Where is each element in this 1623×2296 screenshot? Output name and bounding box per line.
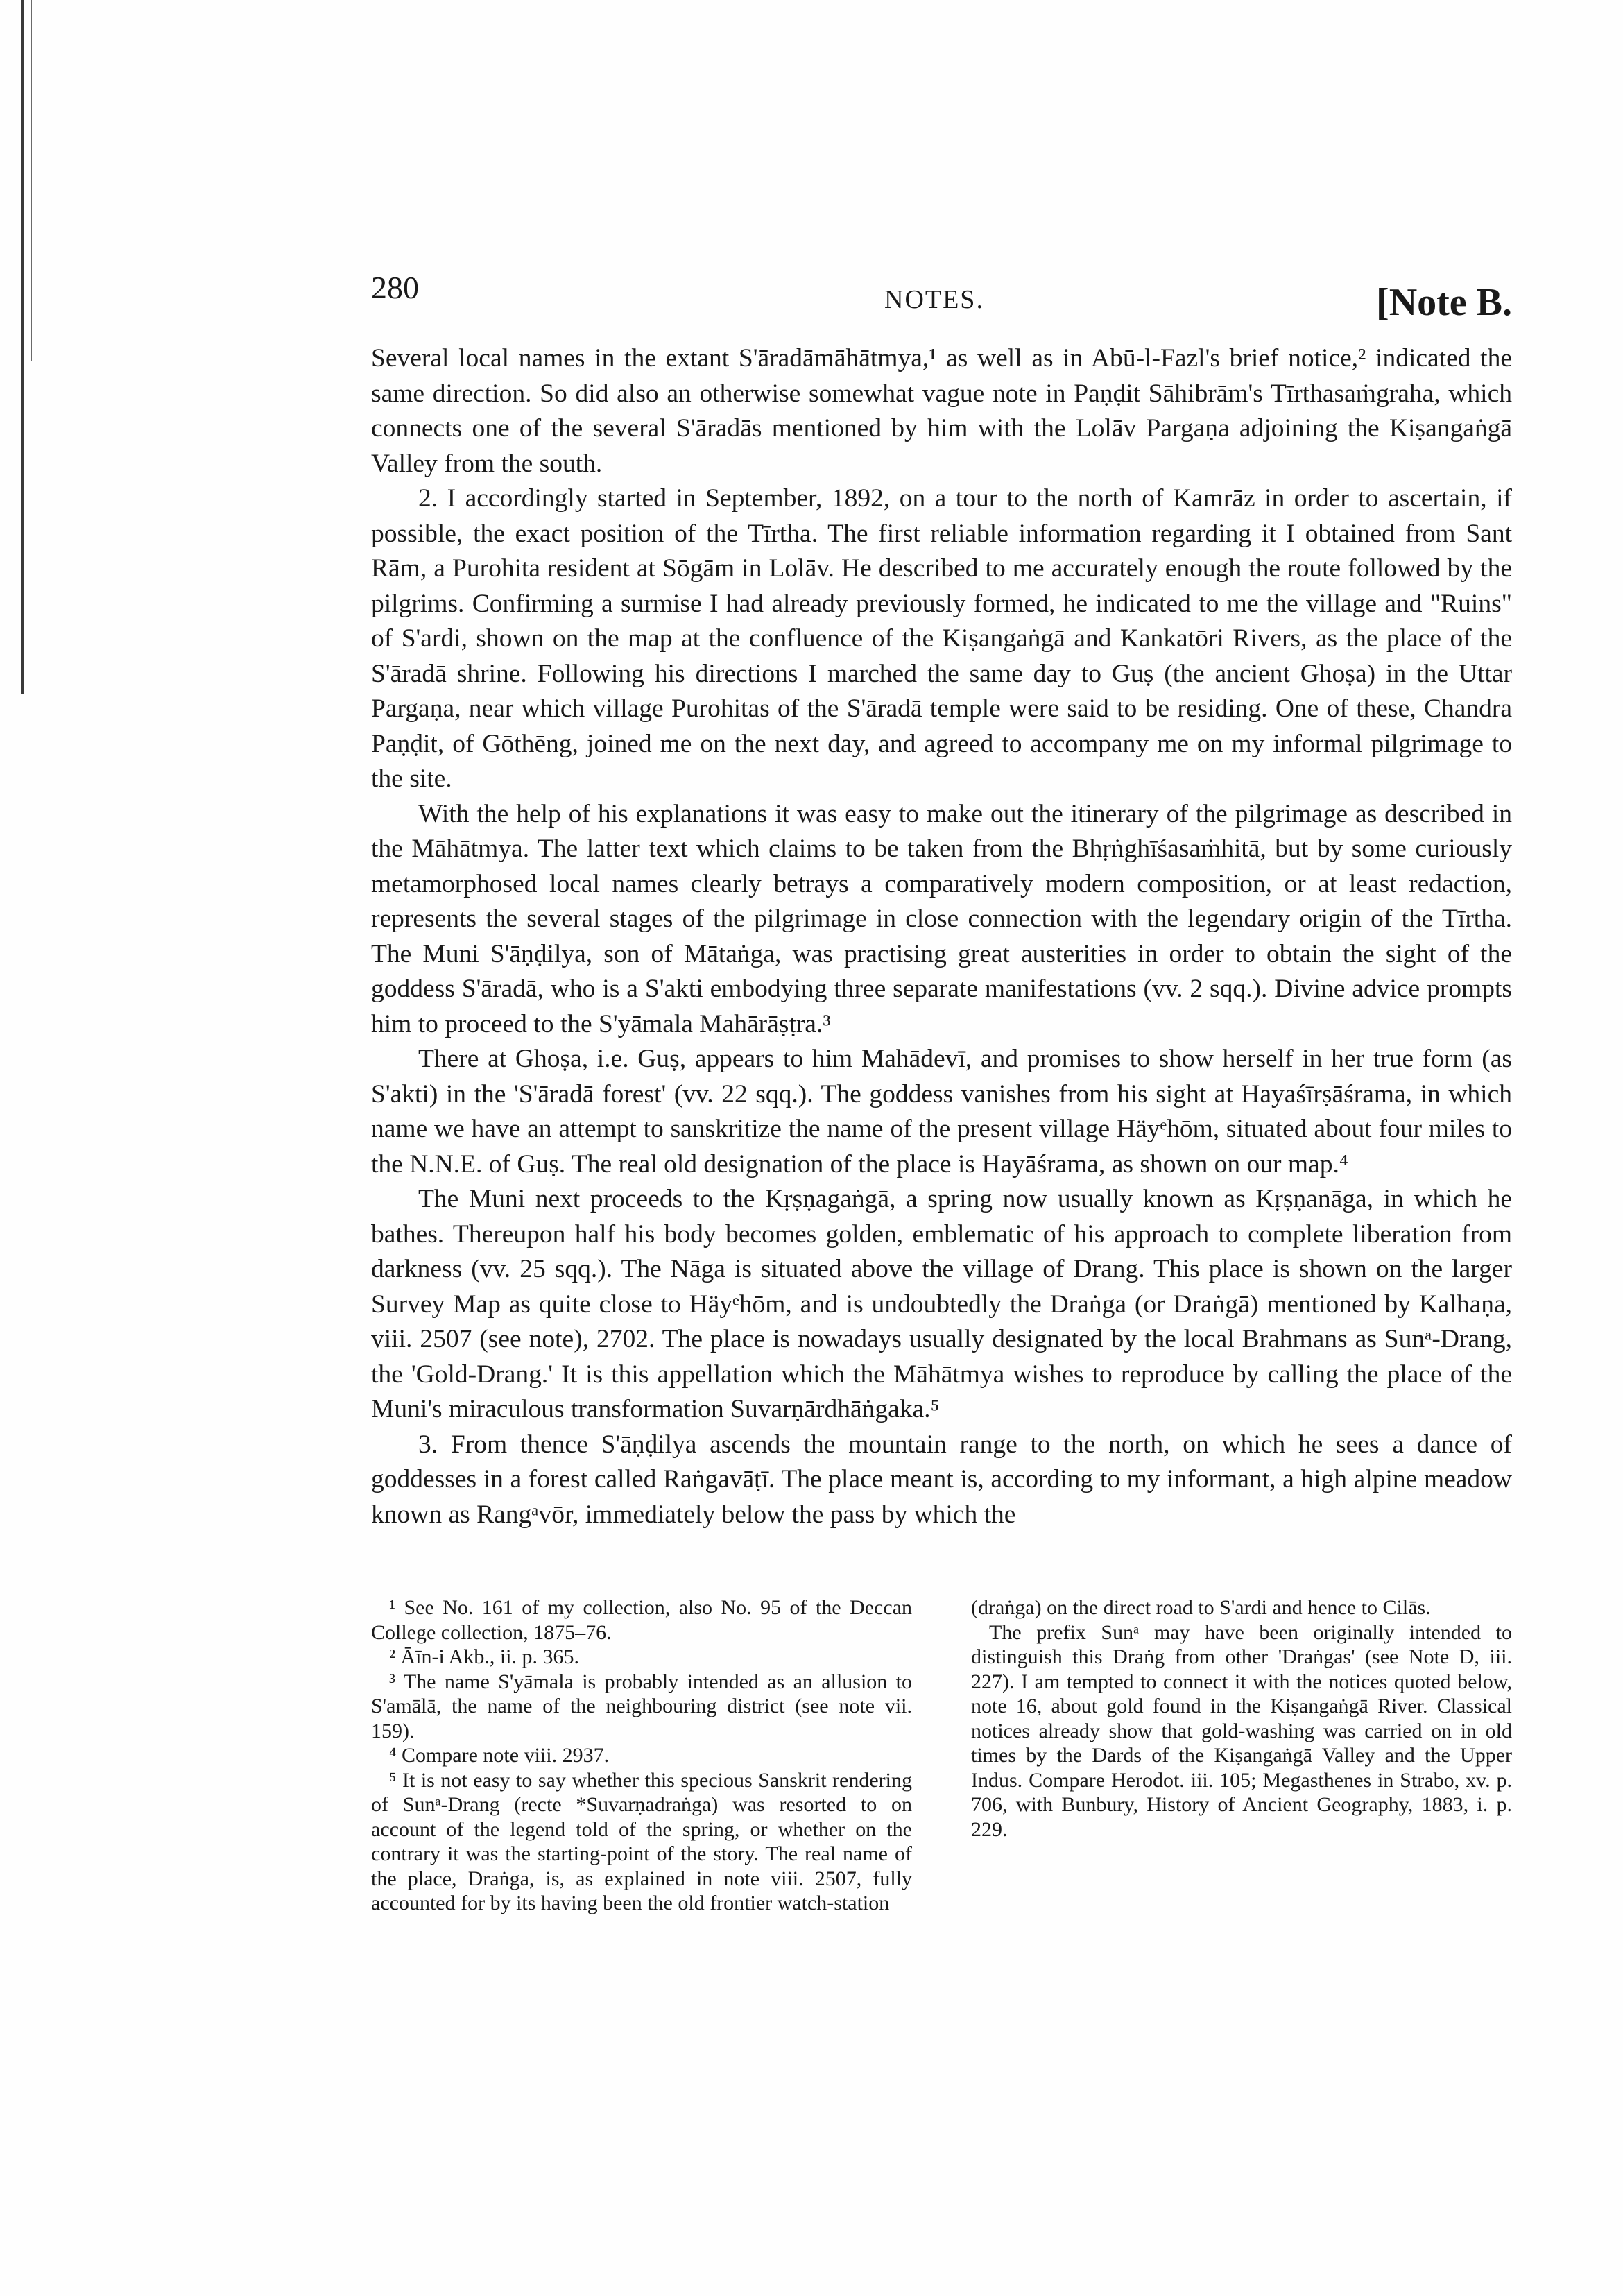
footnote: ³ The name S'yāmala is probably intended as an allusion to S'amālā, the name of the neighbouring district (see note vii. 159). bbox=[371, 1670, 912, 1742]
footnotes-left-column bbox=[371, 1595, 912, 1916]
footnote: ⁴ Compare note viii. 2937. bbox=[389, 1744, 610, 1767]
page-number: 280 bbox=[371, 270, 419, 305]
binding-shadow bbox=[21, 0, 24, 694]
paragraph: With the help of his explanations it was easy to make out the itinerary of the pilgrimage as described in the Māhātmya. The latter text which claims to be taken from the Bhṛṅghīśasaṁhitā, but by some curiously metamorphosed local names clearly betrays a comparatively modern composition, or at least redaction, represents the several stages of the pilgrimage in close connection with the legendary origin of the Tīrtha. The Muni S'āṇḍilya, son of Mātaṅga, was practising great austerities in order to obtain the sight of the goddess S'āradā, who is a S'akti embodying three separate manifestations (vv. 2 sqq.). Divine advice prompts him to proceed to the S'yāmala Mahārāṣṭra.³ bbox=[371, 799, 1512, 1038]
paragraph: There at Ghoṣa, i.e. Guṣ, appears to him Mahādevī, and promises to show herself in her true form (as S'akti) in the 'S'āradā forest' (vv. 22 sqq.). The goddess vanishes from his sight at Hayaśīrṣāśrama, in which name we have an attempt to sanskritize the name of the present village Häyᵉhōm, situated about four miles to the N.N.E. of Guṣ. The real old designation of the place is Hayāśrama, as shown on our map.⁴ bbox=[371, 1045, 1512, 1179]
footnote: ² Āīn-i Akb., ii. p. 365. bbox=[389, 1645, 579, 1668]
paragraph: 3. From thence S'āṇḍilya ascends the mountain range to the north, on which he sees a dance of goddesses in a forest called Raṅgavāṭī. The place meant is, according to my informant, a high alpine meadow known as Rangᵃvōr, immediately below the pass by which the bbox=[371, 1430, 1512, 1529]
footnotes-right-column bbox=[971, 1595, 1512, 1842]
running-title: NOTES. bbox=[884, 285, 984, 314]
footnote: The prefix Sunᵃ may have been originally intended to distinguish this Draṅg from other 'Draṅgas' (see Note D, iii. 227). I am tempted to connect it with the notices quoted below, note 16, about gold found in the Kiṣangaṅgā River. Classical notices already show that gold-washing was carried on in old times by the Dards of the Kiṣangaṅgā Valley and the Upper Indus. Compare Herodot. iii. 105; Megasthenes in Strabo, xv. p. 706, with Bunbury, History of Ancient Geography, 1883, i. p. 229. bbox=[971, 1620, 1512, 1841]
binding-shadow-inner bbox=[31, 0, 32, 361]
page-header bbox=[371, 269, 1512, 325]
paragraph: The Muni next proceeds to the Kṛṣṇagaṅgā, a spring now usually known as Kṛṣṇanāga, in which he bathes. Thereupon half his body becomes golden, emblematic of his approach to complete liberation from darkness (vv. 25 sqq.). The Nāga is situated above the village of Drang. This place is shown on the larger Survey Map as quite close to Häyᵉhōm, and is undoubtedly the Draṅga (or Draṅgā) mentioned by Kalhaṇa, viii. 2507 (see note), 2702. The place is nowadays usually designated by the local Brahmans as Sunᵃ-Drang, the 'Gold-Drang.' It is this appellation which the Māhātmya wishes to reproduce by calling the place of the Muni's miraculous transformation Suvarṇārdhāṅgaka.⁵ bbox=[371, 1185, 1512, 1423]
footnote: ⁵ It is not easy to say whether this specious Sanskrit rendering of Sunᵃ-Drang (recte *Suvarṇadraṅga) was resorted to on account of the legend told of the spring, or whether on the contrary it was the starting-point of the story. The real name of the place, Draṅga, is, as explained in note viii. 2507, fully accounted for by its having been the old frontier watch-station bbox=[371, 1768, 912, 1914]
footnote: ¹ See No. 161 of my collection, also No. 95 of the Deccan College collection, 1875–76. bbox=[371, 1596, 912, 1644]
paragraph: Several local names in the extant S'āradāmāhātmya,¹ as well as in Abū-l-Fazl's brief notice,² indicated the same direction. So did also an otherwise somewhat vague note in Paṇḍit Sāhibrām's Tīrthasaṁgraha, which connects one of the several S'āradās mentioned by him with the Lolāv Pargaṇa adjoining the Kiṣangaṅgā Valley from the south. bbox=[371, 344, 1512, 478]
main-text bbox=[371, 341, 1512, 1532]
section-tag: [Note B. bbox=[1376, 281, 1512, 324]
footnote-continuation: (draṅga) on the direct road to S'ardi and hence to Cilās. bbox=[971, 1596, 1431, 1619]
paragraph: 2. I accordingly started in September, 1892, on a tour to the north of Kamrāz in order to ascertain, if possible, the exact position of the Tīrtha. The first reliable information regarding it I obtained from Sant Rām, a Purohita resident at Sōgām in Lolāv. He described to me accurately enough the route followed by the pilgrims. Confirming a surmise I had already previously formed, he indicated to me the village and "Ruins" of S'ardi, shown on the map at the confluence of the Kiṣangaṅgā and Kankatōri Rivers, as the place of the S'āradā shrine. Following his directions I marched the same day to Guṣ (the ancient Ghoṣa) in the Uttar Pargaṇa, near which village Purohitas of the S'āradā temple were said to be residing. One of these, Chandra Paṇḍit, of Gōthēng, joined me on the next day, and agreed to accompany me on my informal pilgrimage to the site. bbox=[371, 484, 1512, 793]
